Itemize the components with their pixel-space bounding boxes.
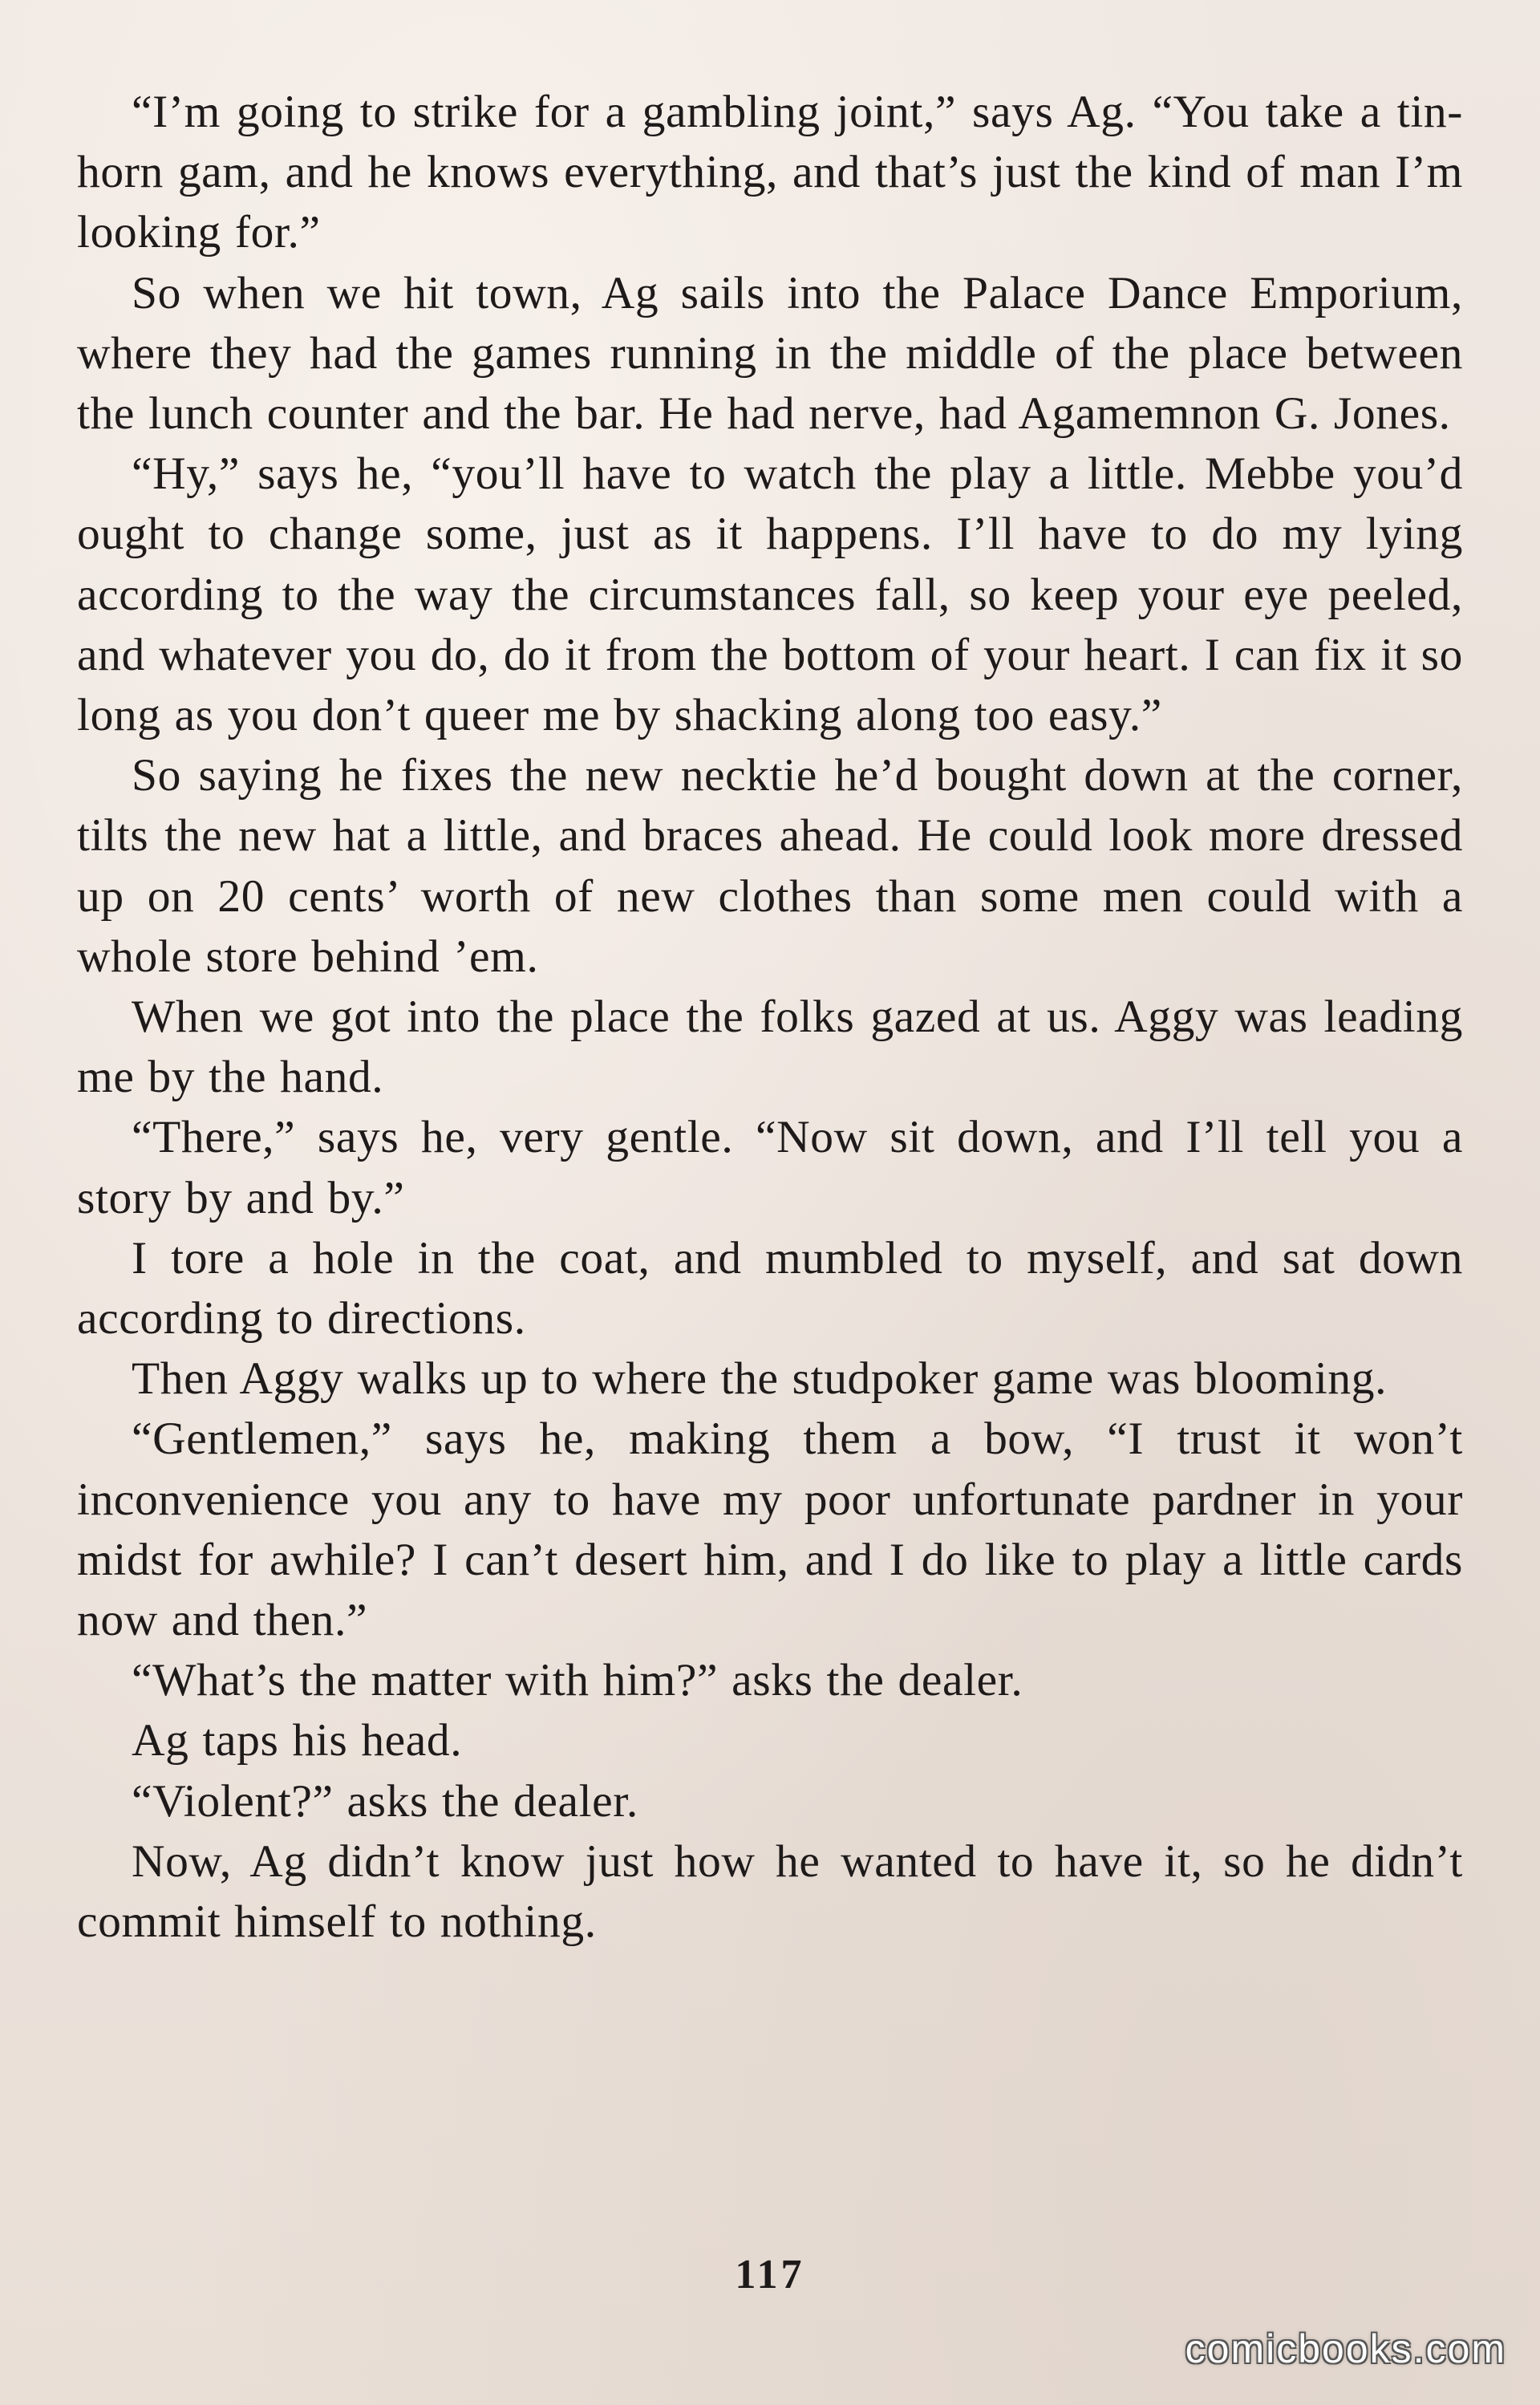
paragraph: I tore a hole in the coat, and mumbled to myself, and sat down according to directions. — [77, 1232, 1463, 1344]
paragraph: When we got into the place the folks gazed at us. Aggy was leading me by the hand. — [77, 992, 1463, 1103]
paragraph: Then Aggy walks up to where the studpoker game was blooming. — [132, 1353, 1388, 1405]
paragraph: “Violent?” asks the dealer. — [132, 1775, 638, 1827]
paragraph: “Hy,” says he, “you’ll have to watch the play a little. Mebbe you’d ought to change some, just as it happens. I’ll have to do my lying according to the way the circumstances fall, so keep your eye peeled, and whatever you do, do it from the bottom of your heart. I can fix it so long as you don’t queer me by shacking along too easy.” — [77, 448, 1463, 741]
paragraph: “Gentlemen,” says he, making them a bow, “I trust it won’t inconvenience you any to have my poor unfortunate pardner in your midst for awhile? I can’t desert him, and I do like to play a little cards now and then.” — [77, 1413, 1463, 1646]
paragraph: “I’m going to strike for a gambling joint,” says Ag. “You take a tin-horn gam, and he knows everything, and that’s just the kind of man I’m looking for.” — [77, 87, 1463, 258]
paragraph: So saying he fixes the new necktie he’d bought down at the corner, tilts the new hat a little, and braces ahead. He could look more dressed up on 20 cents’ worth of new clothes than some men could with a whole store behind ’em. — [77, 750, 1463, 982]
paragraph: “There,” says he, very gentle. “Now sit down, and I’ll tell you a story by and by.” — [77, 1112, 1463, 1223]
page-number: 117 — [735, 2252, 805, 2298]
paragraph: So when we hit town, Ag sails into the Palace Dance Emporium, where they had the games running in the middle of the place between the lunch counter and the bar. He had nerve, had Agamemnon G. Jones. — [77, 267, 1463, 440]
page-text — [77, 82, 1463, 1952]
paragraph: Ag taps his head. — [132, 1715, 463, 1766]
watermark: comicbooks.com — [1185, 2326, 1506, 2371]
paragraph: “What’s the matter with him?” asks the dealer. — [132, 1655, 1023, 1706]
paragraph: Now, Ag didn’t know just how he wanted to have it, so he didn’t commit himself to nothing. — [77, 1835, 1463, 1948]
